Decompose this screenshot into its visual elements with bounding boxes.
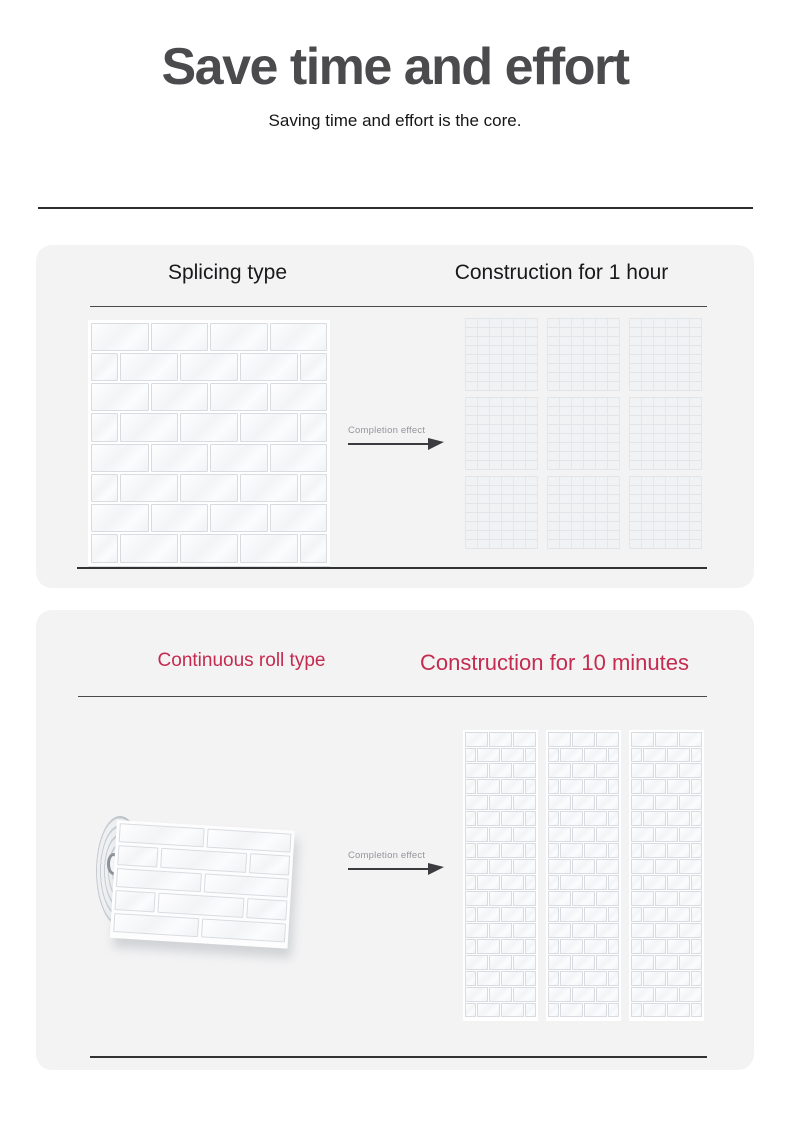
card-bottom-line (77, 567, 707, 569)
panel-tile (465, 318, 538, 391)
arrow-right-icon (348, 863, 444, 875)
top-divider (38, 207, 753, 209)
completion-effect-label: Completion effect (348, 849, 426, 861)
product-type-heading: Splicing type (167, 260, 288, 284)
completion-effect-indicator (348, 850, 444, 875)
panel-tile (629, 397, 702, 470)
panel-tile (465, 476, 538, 549)
arrow-right-icon (348, 438, 444, 450)
card-bottom-line (90, 1056, 707, 1058)
comparison-card-roll (36, 610, 754, 1070)
completion-effect-indicator (348, 425, 444, 450)
panel-tile (629, 318, 702, 391)
comparison-card-splicing (36, 245, 754, 588)
wallpaper-roll-image (90, 806, 340, 966)
roll-sheet (110, 820, 295, 949)
product-type-heading: Continuous roll type (157, 649, 326, 671)
card-heading-row (36, 650, 754, 676)
heading-underline (90, 306, 707, 307)
panel-tile (629, 476, 702, 549)
panel-strip (546, 730, 621, 1021)
heading-underline (78, 696, 707, 697)
result-heading: Construction for 10 minutes (419, 649, 690, 675)
panel-tile (465, 397, 538, 470)
panel-strip (463, 730, 538, 1021)
card-heading-row (36, 261, 754, 285)
completion-effect-label: Completion effect (348, 424, 426, 436)
brick-wall-panel-image (88, 320, 330, 566)
panel-tile (547, 318, 620, 391)
page-title: Save time and effort (161, 38, 629, 96)
page-subtitle: Saving time and effort is the core. (268, 110, 522, 130)
panel-tile (547, 476, 620, 549)
panel-strips-image (463, 730, 704, 1021)
panel-tile (547, 397, 620, 470)
result-heading: Construction for 1 hour (454, 260, 669, 284)
panel-strip (629, 730, 704, 1021)
panel-grid-image (465, 318, 702, 549)
